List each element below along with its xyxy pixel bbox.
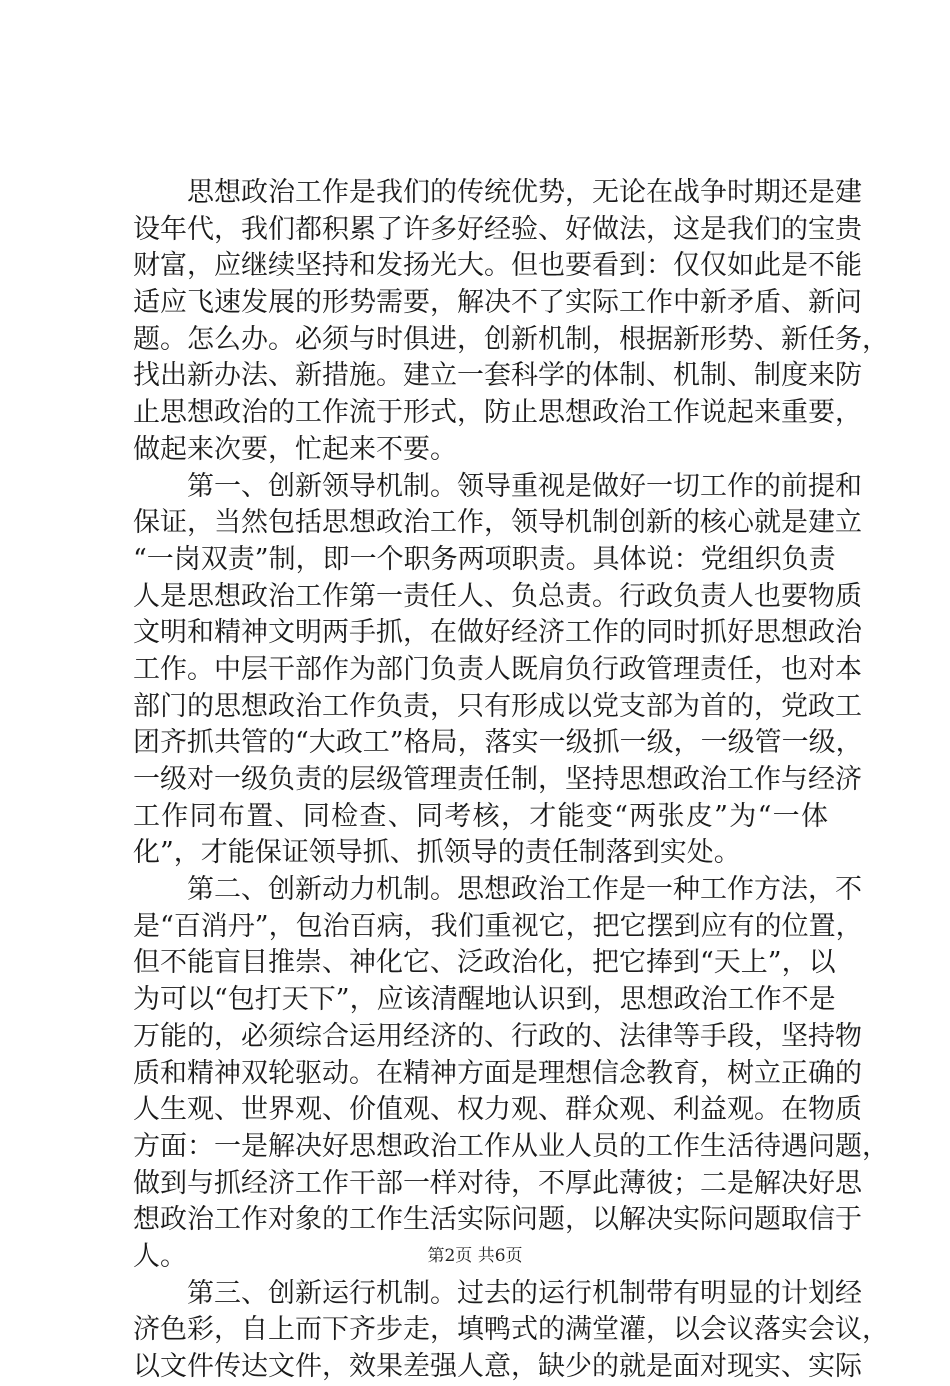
text-line: 第二、创新动力机制。思想政治工作是一种工作方法，不 xyxy=(187,874,862,906)
text-line: 为可以“包打天下”，应该清醒地认识到，思想政治工作不是 xyxy=(133,984,836,1016)
text-line: 题。怎么办。必须与时俱进，创新机制，根据新形势、新任务， xyxy=(133,323,889,355)
text-line: 方面：一是解决好思想政治工作从业人员的工作生活待遇问题， xyxy=(133,1130,889,1162)
paragraph-motivation xyxy=(133,872,889,1276)
text-line: 团齐抓共管的“大政工”格局，落实一级抓一级，一级管一级， xyxy=(133,727,863,759)
text-line: 止思想政治的工作流于形式，防止思想政治工作说起来重要， xyxy=(133,397,862,429)
text-line: 工作同布置、同检查、同考核，才能变“两张皮”为“一体 xyxy=(133,800,828,832)
text-line: 部门的思想政治工作负责，只有形成以党支部为首的，党政工 xyxy=(133,690,862,722)
body-text xyxy=(133,175,889,1386)
text-line: 一级对一级负责的层级管理责任制，坚持思想政治工作与经济 xyxy=(133,764,862,795)
text-line: 做起来次要，忙起来不要。 xyxy=(133,433,457,465)
text-line: 文明和精神文明两手抓，在做好经济工作的同时抓好思想政治 xyxy=(133,617,862,649)
text-line: 但不能盲目推崇、神化它、泛政治化，把它捧到“天上”，以 xyxy=(133,947,836,979)
text-line: 找出新办法、新措施。建立一套科学的体制、机制、制度来防 xyxy=(133,360,862,392)
text-line: 人生观、世界观、价值观、权力观、群众观、利益观。在物质 xyxy=(133,1094,862,1126)
text-line: 质和精神双轮驱动。在精神方面是理想信念教育，树立正确的 xyxy=(133,1057,862,1089)
text-line: 工作。中层干部作为部门负责人既肩负行政管理责任，也对本 xyxy=(133,653,862,685)
text-line: 化”，才能保证领导抓、抓领导的责任制落到实处。 xyxy=(133,837,741,869)
text-line: 第三、创新运行机制。过去的运行机制带有明显的计划经 xyxy=(187,1277,862,1309)
text-line: 财富，应继续坚持和发扬光大。但也要看到：仅仅如此是不能 xyxy=(133,250,862,282)
text-line: 思想政治工作是我们的传统优势，无论在战争时期还是建 xyxy=(187,177,862,208)
text-line: 是“百消丹”，包治百病，我们重视它，把它摆到应有的位置， xyxy=(133,910,863,942)
text-line: 想政治工作对象的工作生活实际问题，以解决实际问题取信于 xyxy=(133,1204,862,1236)
text-line: 保证，当然包括思想政治工作，领导机制创新的核心就是建立 xyxy=(133,507,862,539)
paragraph-leadership xyxy=(133,469,863,873)
text-line: 人是思想政治工作第一责任人、负总责。行政负责人也要物质 xyxy=(133,580,862,612)
text-line: 万能的，必须综合运用经济的、行政的、法律等手段，坚持物 xyxy=(133,1020,862,1052)
text-line: 适应飞速发展的形势需要，解决不了实际工作中新矛盾、新问 xyxy=(133,287,862,319)
text-line: 人。 xyxy=(133,1240,187,1272)
paragraph-intro xyxy=(133,175,889,469)
text-line: 设年代，我们都积累了许多好经验、好做法，这是我们的宝贵 xyxy=(133,213,862,245)
text-line: 以文件传达文件，效果差强人意，缺少的就是面对现实、实际 xyxy=(133,1351,862,1382)
text-line: 做到与抓经济工作干部一样对待，不厚此薄彼；二是解决好思 xyxy=(133,1167,862,1199)
text-line: 济色彩，自上而下齐步走，填鸭式的满堂灌，以会议落实会议， xyxy=(133,1314,889,1346)
page-footer: 第2页 共6页 xyxy=(427,1246,523,1266)
text-line: 第一、创新领导机制。领导重视是做好一切工作的前提和 xyxy=(187,470,862,502)
paragraph-operation xyxy=(133,1276,889,1386)
text-line: “一岗双责”制，即一个职务两项职责。具体说：党组织负责 xyxy=(133,543,836,575)
